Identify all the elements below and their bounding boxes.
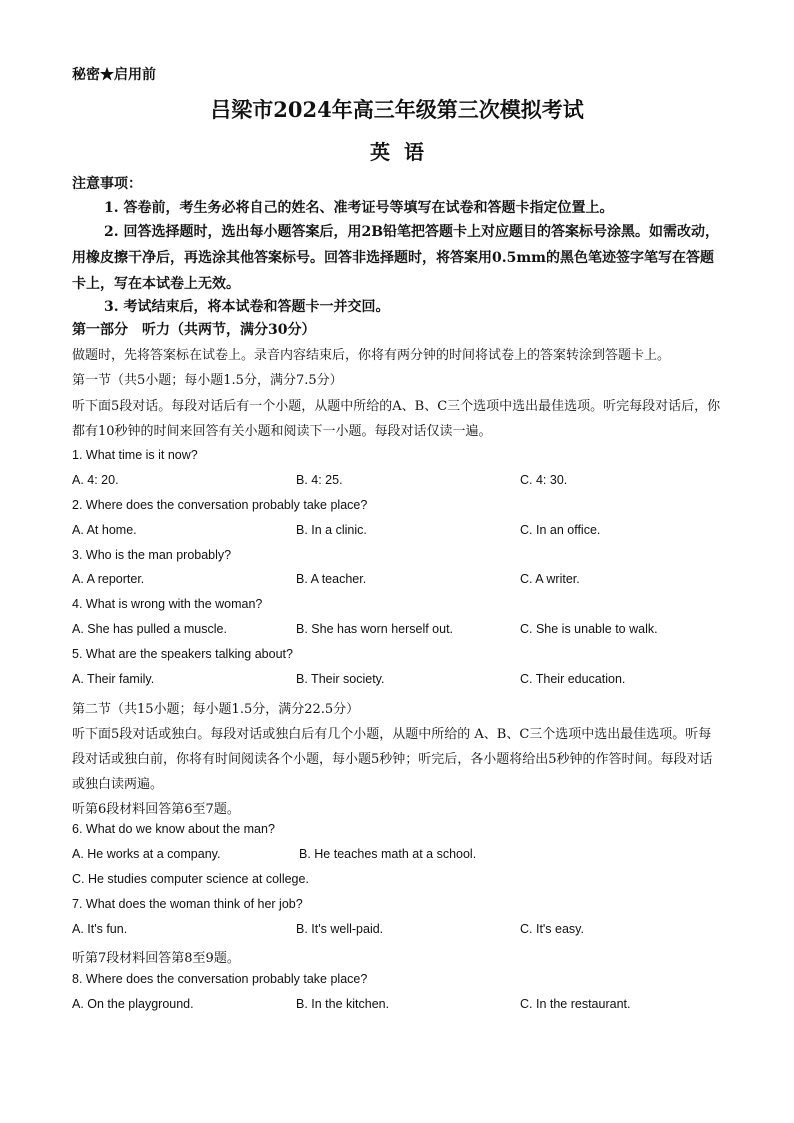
material-6-note: 听第6段材料回答第6至7题。 — [72, 802, 240, 817]
material-7-note: 听第7段材料回答第8至9题。 — [72, 951, 240, 966]
section1-heading: 第一节（共5小题；每小题1.5分，满分7.5分） — [72, 373, 343, 388]
question-stem: 1. What time is it now? — [72, 448, 198, 462]
option-a: A. He works at a company. — [72, 847, 221, 861]
part1-intro: 做题时，先将答案标在试卷上。录音内容结束后，你将有两分钟的时间将试卷上的答案转涂到答题卡上。 — [72, 348, 671, 363]
question-stem: 4. What is wrong with the woman? — [72, 597, 263, 611]
question-stem: 2. Where does the conversation probably take place? — [72, 498, 368, 512]
option-b: B. She has worn herself out. — [296, 622, 454, 636]
option-a: A. She has pulled a muscle. — [72, 622, 227, 636]
question-stem: 7. What does the woman think of her job? — [72, 897, 303, 911]
option-c: C. A writer. — [520, 572, 580, 586]
option-b: B. Their society. — [296, 672, 385, 686]
option-a: A. Their family. — [72, 672, 155, 686]
option-c: C. It's easy. — [520, 922, 584, 936]
question-stem: 8. Where does the conversation probably take place? — [72, 972, 368, 986]
question-stem: 5. What are the speakers talking about? — [72, 647, 293, 661]
exam-title: 吕梁市2024年高三年级第三次模拟考试 — [210, 97, 584, 122]
notice-item-2: 2. 回答选择题时，选出每小题答案后，用2B铅笔把答题卡上对应题目的答案标号涂黑。如需改动，用橡皮擦干净后，再选涂其他答案标号。回答非选择题时，将答案用0.5mm的黑色笔迹签字笔写在答题卡上，写在本试卷上无效。 — [72, 224, 720, 292]
section1-instructions: 听下面5段对话。每段对话后有一个小题，从题中所给的A、B、C三个选项中选出最佳选项。听完每段对话后，你都有10秒钟的时间来回答有关小题和阅读下一小题。每段对话仅读一遍。 — [72, 399, 721, 439]
option-a: A. At home. — [72, 523, 137, 537]
option-c: C. He studies computer science at college. — [72, 872, 309, 886]
option-b: B. He teaches math at a school. — [299, 847, 477, 861]
option-a: A. On the playground. — [72, 997, 194, 1011]
notice-heading: 注意事项： — [72, 176, 142, 192]
section2-heading: 第二节（共15小题；每小题1.5分，满分22.5分） — [72, 702, 360, 717]
notice-item-1: 1. 答卷前，考生务必将自己的姓名、准考证号等填写在试卷和答题卡指定位置上。 — [104, 200, 614, 216]
subject-title: 英语 — [370, 140, 438, 164]
option-a: A. It's fun. — [72, 922, 128, 936]
notice-item-3: 3. 考试结束后，将本试卷和答题卡一并交回。 — [104, 299, 390, 315]
confidential-mark: 秘密★启用前 — [72, 67, 156, 83]
part1-heading: 第一部分 听力（共两节，满分30分） — [72, 322, 316, 338]
option-b: B. A teacher. — [296, 572, 367, 586]
question-stem: 6. What do we know about the man? — [72, 822, 275, 836]
option-a: A. A reporter. — [72, 572, 145, 586]
option-b: B. In the kitchen. — [296, 997, 390, 1011]
option-b: B. In a clinic. — [296, 523, 367, 537]
option-b: B. 4: 25. — [296, 473, 343, 487]
option-c: C. Their education. — [520, 672, 626, 686]
section2-instructions: 听下面5段对话或独白。每段对话或独白后有几个小题，从题中所给的 A、B、C三个选项中选出最佳选项。听每段对话或独白前，你将有时间阅读各个小题，每小题5秒钟；听完后，各小题将给出5秒钟的作答时间。每段对话或独白读两遍。 — [72, 727, 713, 792]
option-c: C. In an office. — [520, 523, 601, 537]
option-a: A. 4: 20. — [72, 473, 119, 487]
option-c: C. She is unable to walk. — [520, 622, 658, 636]
question-stem: 3. Who is the man probably? — [72, 548, 232, 562]
option-b: B. It's well-paid. — [296, 922, 384, 936]
option-c: C. 4: 30. — [520, 473, 568, 487]
option-c: C. In the restaurant. — [520, 997, 631, 1011]
